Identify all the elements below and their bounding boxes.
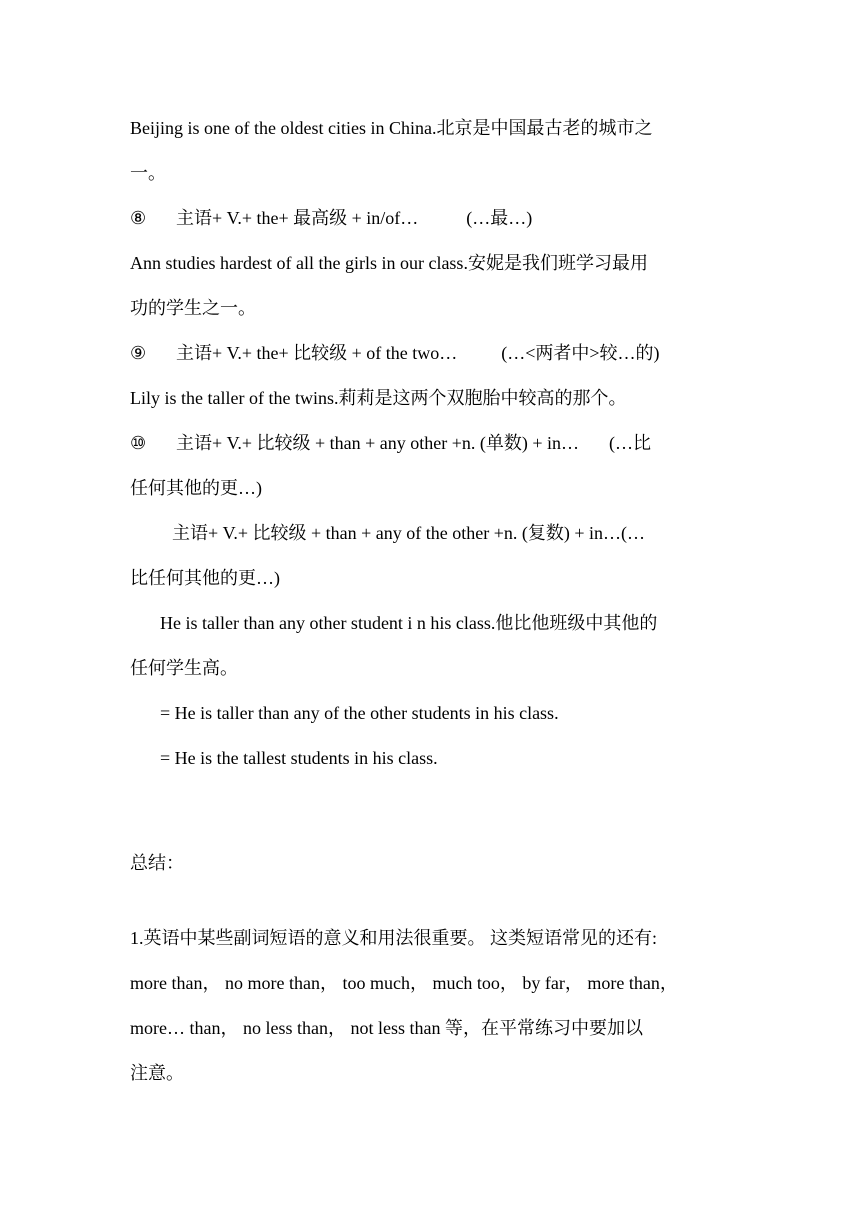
- example-ann-line2: 功的学生之一。: [130, 298, 256, 318]
- rule-10-marker: ⑩: [130, 433, 147, 453]
- example-equivalent-2: = He is the tallest students in his class.: [160, 748, 438, 768]
- summary-point-1-line3: more… than， no less than， not less than 等，在平常练习中要加以: [130, 1018, 643, 1038]
- example-equivalent-1: = He is taller than any of the other students in his class.: [160, 703, 559, 723]
- rule-8-meaning: (…最…): [466, 208, 533, 228]
- rule-10b-continued: 比任何其他的更…): [130, 568, 280, 588]
- summary-point-1-line2: more than， no more than， too much， much too， by far， more than，: [130, 973, 678, 993]
- summary-heading: 总结：: [130, 853, 184, 873]
- example-beijing-line1: Beijing is one of the oldest cities in China.北京是中国最古老的城市之: [130, 118, 653, 138]
- rule-10: [130, 431, 651, 455]
- example-taller-line2: 任何学生高。: [130, 658, 238, 678]
- rule-10-continued: 任何其他的更…): [130, 478, 262, 498]
- rule-9-marker: ⑨: [130, 343, 147, 363]
- example-taller-line1: He is taller than any other student i n his class.他比他班级中其他的: [160, 613, 658, 633]
- example-ann-line1: Ann studies hardest of all the girls in our class.安妮是我们班学习最用: [130, 253, 648, 273]
- example-beijing-line2: 一。: [130, 163, 166, 183]
- rule-9-pattern: 主语+ V.+ the+ 比较级 + of the two…: [176, 343, 458, 363]
- summary-point-1-line1: 1.英语中某些副词短语的意义和用法很重要。 这类短语常见的还有:: [130, 928, 657, 948]
- rule-10-pattern: 主语+ V.+ 比较级 + than + any other +n. (单数) + in…: [176, 433, 580, 453]
- rule-8-pattern: 主语+ V.+ the+ 最高级 + in/of…: [176, 208, 419, 228]
- rule-8-marker: ⑧: [130, 208, 147, 228]
- rule-9: [130, 341, 660, 365]
- rule-10-meaning: (…比: [609, 433, 652, 453]
- summary-point-1-line4: 注意。: [130, 1063, 184, 1083]
- rule-8: [130, 206, 532, 230]
- example-lily: Lily is the taller of the twins.莉莉是这两个双胞胎中较高的那个。: [130, 388, 627, 408]
- rule-9-meaning: (…<两者中>较…的): [501, 343, 660, 363]
- rule-10b-pattern: 主语+ V.+ 比较级 + than + any of the other +n. (复数) + in…(…: [172, 523, 646, 543]
